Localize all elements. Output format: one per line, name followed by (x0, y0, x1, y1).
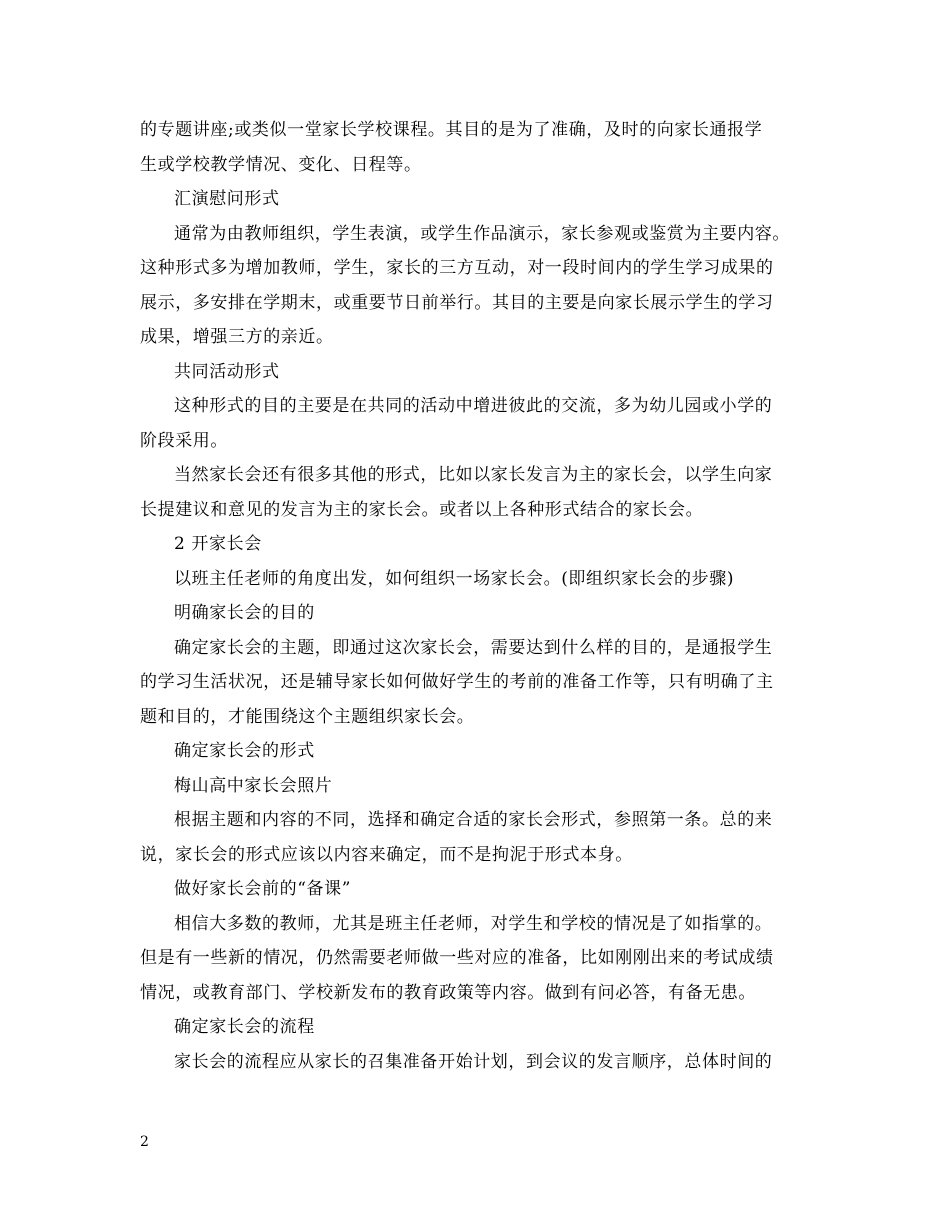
text-line: 的学习生活状况，还是辅导家长如何做好学生的考前的准备工作等，只有明确了主 (140, 672, 774, 692)
text-line: 生或学校教学情况、变化、日程等。 (140, 154, 422, 175)
text-line: 展示，多安排在学期末，或重要节日前举行。其目的主要是向家长展示学生的学习 (140, 292, 774, 313)
text-line: 确定家长会的主题，即通过这次家长会，需要达到什么样的目的，是通报学生 (174, 637, 773, 658)
text-line: 这种形式的目的主要是在共同的活动中增进彼此的交流，多为幼儿园或小学的 (174, 396, 773, 416)
section-heading: 做好家长会前的“备课” (174, 879, 351, 899)
text-line: 情况，或教育部门、学校新发布的教育政策等内容。做到有问必答，有备无患。 (140, 982, 756, 1003)
text-line: 以班主任老师的角度出发，如何组织一场家长会。(即组织家长会的步骤) (174, 568, 735, 589)
text-line: 家长会的流程应从家长的召集准备开始计划，到会议的发言顺序，总体时间的 (174, 1051, 773, 1072)
text-line: 阶段采用。 (140, 430, 228, 451)
text-line: 的专题讲座;或类似一堂家长学校课程。其目的是为了准确，及时的向家长通报学 (140, 120, 763, 140)
text-line: 说，家长会的形式应该以内容来确定，而不是拘泥于形式本身。 (140, 844, 633, 865)
section-heading: 确定家长会的流程 (174, 1017, 315, 1037)
section-heading: 2 开家长会 (174, 534, 262, 554)
text-line: 当然家长会还有很多其他的形式，比如以家长发言为主的家长会，以学生向家 (174, 465, 773, 485)
page-number: 2 (140, 1134, 149, 1150)
text-line: 这种形式多为增加教师，学生，家长的三方互动，对一段时间内的学生学习成果的 (140, 258, 774, 278)
text-line: 长提建议和意见的发言为主的家长会。或者以上各种形式结合的家长会。 (140, 499, 704, 520)
section-heading: 共同活动形式 (174, 361, 280, 382)
text-line: 根据主题和内容的不同，选择和确定合适的家长会形式，参照第一条。总的来 (174, 810, 773, 830)
text-line: 相信大多数的教师，尤其是班主任老师，对学生和学校的情况是了如指掌的。 (174, 913, 773, 934)
text-line: 但是有一些新的情况，仍然需要老师做一些对应的准备，比如刚刚出来的考试成绩 (140, 948, 774, 968)
section-heading: 确定家长会的形式 (174, 741, 315, 761)
text-line: 成果，增强三方的亲近。 (140, 327, 334, 347)
text-line: 梅山高中家长会照片 (174, 775, 333, 796)
text-line: 通常为由教师组织，学生表演，或学生作品演示，家长参观或鉴赏为主要内容。 (174, 223, 790, 244)
section-heading: 明确家长会的目的 (174, 603, 315, 623)
text-line: 题和目的，才能围绕这个主题组织家长会。 (140, 706, 475, 727)
document-body (140, 113, 830, 1079)
section-heading: 汇演慰问形式 (174, 189, 280, 209)
